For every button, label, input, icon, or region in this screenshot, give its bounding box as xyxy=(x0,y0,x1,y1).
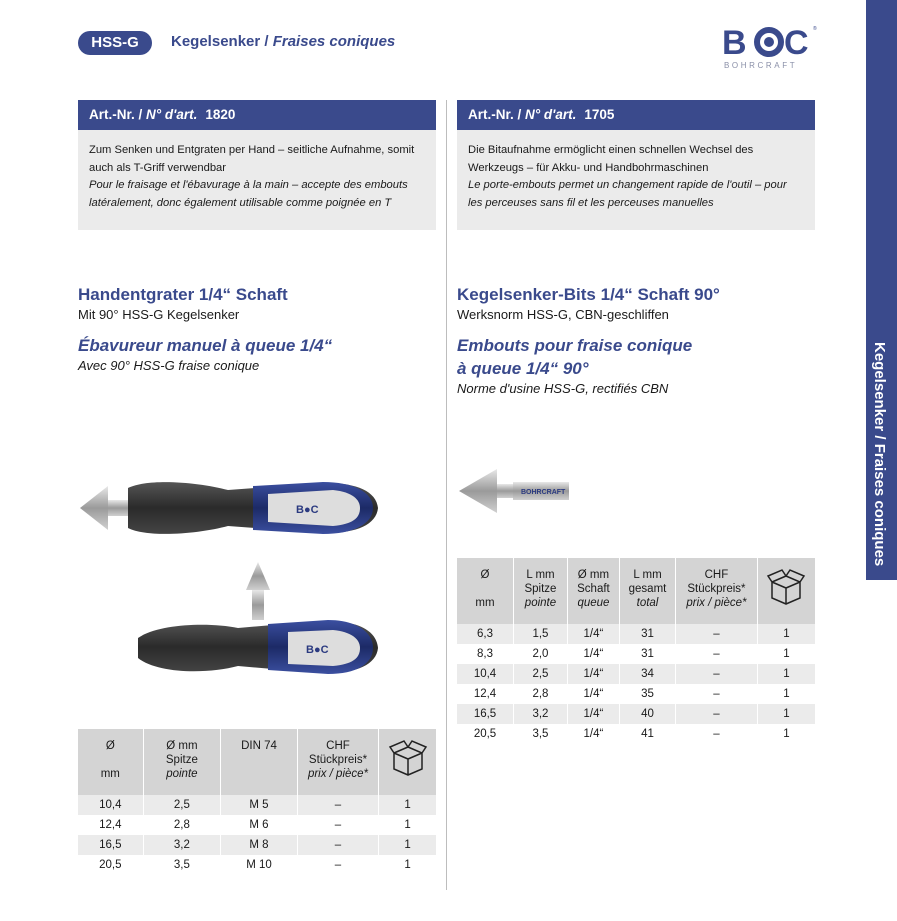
table-cell: 2,8 xyxy=(143,815,221,835)
product-subtitle-de: Mit 90° HSS-G Kegelsenker xyxy=(78,307,240,322)
table-cell: – xyxy=(297,855,378,875)
table-cell: 1/4“ xyxy=(567,644,619,664)
brand-logo xyxy=(722,24,818,72)
table-cell: – xyxy=(676,624,758,644)
table-cell: 12,4 xyxy=(78,815,143,835)
art-label: Art.-Nr. / xyxy=(468,107,526,122)
box-icon-cell xyxy=(379,729,436,795)
sidebar-label: Kegelsenker / Fraises coniques xyxy=(871,342,888,567)
page-title xyxy=(171,33,395,50)
table-row xyxy=(457,724,815,744)
table-row xyxy=(78,855,436,875)
table-row xyxy=(457,704,815,724)
art-label: Art.-Nr. / xyxy=(89,107,147,122)
table-row xyxy=(78,795,436,815)
table-cell: 20,5 xyxy=(457,724,514,744)
column-divider xyxy=(446,100,447,890)
table-header-cell: Ø mm Schaft queue xyxy=(567,558,619,624)
title-fr: Fraises coniques xyxy=(272,33,396,50)
table-header-cell: CHF Stückpreis* prix / pièce* xyxy=(297,729,378,795)
svg-text:C: C xyxy=(784,24,809,62)
table-cell: 2,5 xyxy=(514,664,568,684)
table-cell: 8,3 xyxy=(457,644,514,664)
description-de: Zum Senken und Entgraten per Hand – seitliche Aufnahme, somit auch als T-Griff verwendbar xyxy=(89,144,415,174)
table-cell: – xyxy=(676,704,758,724)
table-header-cell: Ø mm Spitze pointe xyxy=(143,729,221,795)
table-cell: 1 xyxy=(379,795,436,815)
description-fr: Le porte-embouts permet un changement rapide de l'outil – pour les perceuses sans fil et les perceuses manuelles xyxy=(468,179,787,209)
table-cell: 10,4 xyxy=(457,664,514,684)
table-cell: 3,2 xyxy=(143,835,221,855)
product-title-fr: Ébavureur manuel à queue 1/4“ xyxy=(78,336,333,355)
product-subtitle-de: Werksnorm HSS-G, CBN-geschliffen xyxy=(457,307,669,322)
table-cell: 16,5 xyxy=(78,835,143,855)
table-cell: 3,5 xyxy=(143,855,221,875)
table-cell: 31 xyxy=(619,644,675,664)
table-cell: 2,8 xyxy=(514,684,568,704)
title-de: Kegelsenker / xyxy=(171,33,273,50)
table-cell: 31 xyxy=(619,624,675,644)
table-header-cell: L mm Spitze pointe xyxy=(514,558,568,624)
table-header-cell: DIN 74 xyxy=(221,729,298,795)
spec-table-right xyxy=(457,558,815,744)
table-row xyxy=(457,664,815,684)
art-number-bar-left xyxy=(78,100,436,130)
table-header-cell: Ø mm xyxy=(457,558,514,624)
table-cell: 34 xyxy=(619,664,675,684)
table-cell: 1 xyxy=(757,684,815,704)
description-left xyxy=(78,130,436,230)
sidebar-tab xyxy=(866,0,897,580)
table-row xyxy=(457,684,815,704)
product-subtitle-fr: Norme d'usine HSS-G, rectifiés CBN xyxy=(457,381,669,396)
table-cell: 1/4“ xyxy=(567,624,619,644)
table-cell: 6,3 xyxy=(457,624,514,644)
table-cell: – xyxy=(676,724,758,744)
table-cell: 1/4“ xyxy=(567,684,619,704)
table-cell: 40 xyxy=(619,704,675,724)
table-cell: 10,4 xyxy=(78,795,143,815)
table-header-cell: L mm gesamt total xyxy=(619,558,675,624)
table-cell: 1 xyxy=(379,835,436,855)
table-cell: 1 xyxy=(757,704,815,724)
table-row xyxy=(457,644,815,664)
table-cell: – xyxy=(676,664,758,684)
category-badge: HSS-G xyxy=(78,31,152,55)
table-cell: 1 xyxy=(757,644,815,664)
description-right xyxy=(457,130,815,230)
svg-text:B: B xyxy=(722,24,747,62)
table-cell: 12,4 xyxy=(457,684,514,704)
svg-text:BOHRCRAFT: BOHRCRAFT xyxy=(521,489,566,496)
svg-text:B●C: B●C xyxy=(296,504,319,516)
product-title-de: Kegelsenker-Bits 1/4“ Schaft 90° xyxy=(457,285,720,304)
hand-deburrer-t-grip-image xyxy=(128,560,388,695)
description-fr: Pour le fraisage et l'ébavurage à la main – accepte des embouts latéralement, donc également utilisable comme poignée en T xyxy=(89,179,408,209)
table-cell: – xyxy=(676,644,758,664)
table-cell: 1 xyxy=(379,815,436,835)
table-row xyxy=(78,815,436,835)
product-title-fr-line2: à queue 1/4“ 90° xyxy=(457,359,589,378)
table-cell: 2,5 xyxy=(143,795,221,815)
table-cell: M 6 xyxy=(221,815,298,835)
table-header-cell: Ø mm xyxy=(78,729,143,795)
table-cell: 1/4“ xyxy=(567,704,619,724)
table-cell: 35 xyxy=(619,684,675,704)
product-info-left xyxy=(78,283,438,375)
table-cell: 1 xyxy=(757,724,815,744)
table-cell: 3,2 xyxy=(514,704,568,724)
table-row xyxy=(78,835,436,855)
spec-table-left xyxy=(78,729,436,875)
art-number-bar-right xyxy=(457,100,815,130)
box-icon xyxy=(388,739,428,779)
table-cell: 1 xyxy=(379,855,436,875)
product-title-fr-line1: Embouts pour fraise conique xyxy=(457,336,693,355)
product-title-de: Handentgrater 1/4“ Schaft xyxy=(78,285,288,304)
table-cell: 3,5 xyxy=(514,724,568,744)
art-number: 1820 xyxy=(205,107,236,122)
product-info-right xyxy=(457,283,837,398)
hand-deburrer-image xyxy=(78,460,388,565)
table-cell: – xyxy=(676,684,758,704)
art-number: 1705 xyxy=(584,107,615,122)
table-cell: 2,0 xyxy=(514,644,568,664)
description-de: Die Bitaufnahme ermöglicht einen schnellen Wechsel des Werkzeugs – für Akku- und Handbohrmaschinen xyxy=(468,144,754,174)
box-icon xyxy=(766,568,806,608)
table-cell: 16,5 xyxy=(457,704,514,724)
product-subtitle-fr: Avec 90° HSS-G fraise conique xyxy=(78,358,260,373)
table-cell: M 10 xyxy=(221,855,298,875)
table-cell: 1 xyxy=(757,664,815,684)
svg-text:B●C: B●C xyxy=(306,644,329,656)
table-cell: M 5 xyxy=(221,795,298,815)
table-header-cell: CHF Stückpreis* prix / pièce* xyxy=(676,558,758,624)
table-cell: 1/4“ xyxy=(567,664,619,684)
table-cell: 41 xyxy=(619,724,675,744)
table-cell: 1 xyxy=(757,624,815,644)
svg-text:BOHRCRAFT: BOHRCRAFT xyxy=(724,61,798,70)
table-cell: – xyxy=(297,815,378,835)
table-cell: 20,5 xyxy=(78,855,143,875)
table-cell: – xyxy=(297,795,378,815)
table-row xyxy=(457,624,815,644)
table-cell: – xyxy=(297,835,378,855)
table-cell: 1/4“ xyxy=(567,724,619,744)
art-label-fr: N° d'art. xyxy=(525,107,577,122)
table-cell: 1,5 xyxy=(514,624,568,644)
countersink-bit-image xyxy=(457,465,572,525)
box-icon-cell xyxy=(757,558,815,624)
table-cell: M 8 xyxy=(221,835,298,855)
svg-text:®: ® xyxy=(813,26,817,32)
art-label-fr: N° d'art. xyxy=(146,107,198,122)
